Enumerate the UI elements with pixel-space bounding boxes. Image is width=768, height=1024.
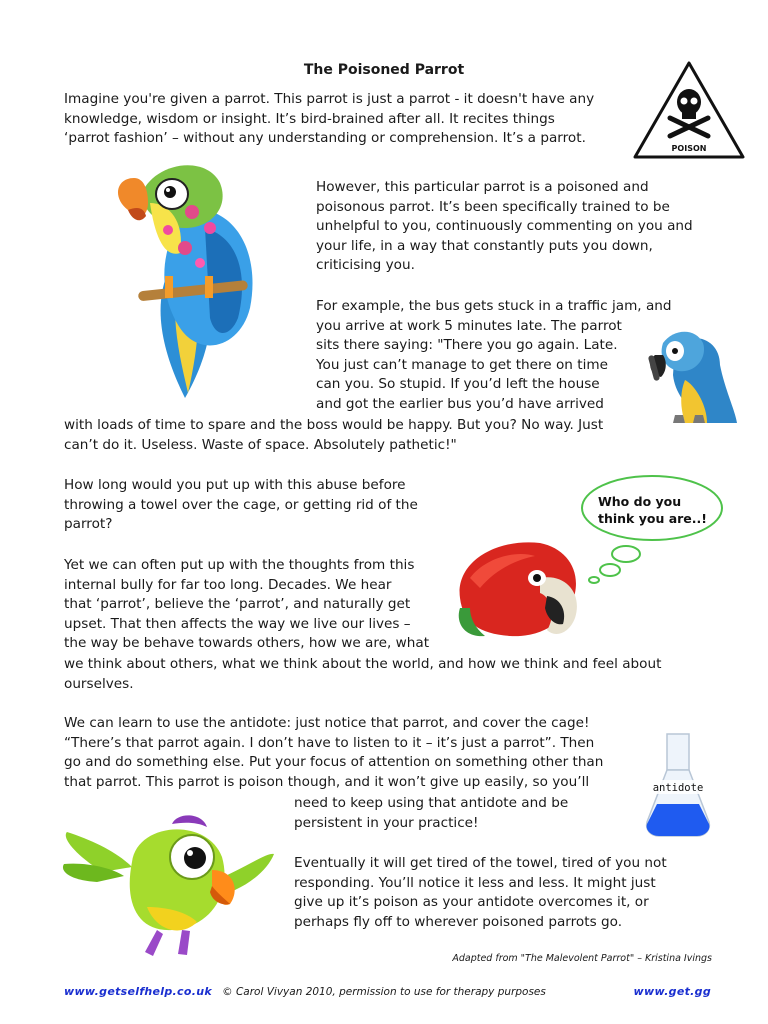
- red-macaw-illustration: [455, 538, 585, 640]
- text-line: persistent in your practice!: [294, 814, 479, 831]
- paragraph-eventually: [294, 854, 667, 932]
- paragraph-internal-bully-continued: [64, 655, 661, 694]
- text-line: we think about others, what we think about the world, and how we think and feel about: [64, 656, 662, 672]
- text-line: poisonous parrot. It’s been specifically trained to be: [316, 198, 670, 215]
- paragraph-antidote-continued: [294, 794, 568, 833]
- phone-parrot-illustration: [645, 325, 740, 425]
- text-line: ourselves.: [64, 675, 134, 692]
- paragraph-antidote: [64, 714, 603, 792]
- antidote-flask-icon: [643, 730, 713, 840]
- text-line: For example, the bus gets stuck in a traffic jam, and: [316, 298, 672, 314]
- text-line: throwing a towel over the cage, or getting rid of the: [64, 496, 418, 513]
- footer-link-getselfhelp[interactable]: www.getselfhelp.co.uk: [64, 985, 212, 998]
- text-line: that ‘parrot’, believe the ‘parrot’, and naturally get: [64, 596, 411, 613]
- text-line: upset. That then affects the way we live our lives –: [64, 615, 411, 632]
- source-credit: Adapted from "The Malevolent Parrot" – Kristina Ivings: [452, 953, 712, 964]
- text-line: You just can’t manage to get there on time: [316, 356, 608, 373]
- paragraph-example: [316, 297, 672, 415]
- paragraph-internal-bully: [64, 556, 429, 654]
- text-line: criticising you.: [316, 257, 415, 274]
- footer-copyright: © Carol Vivyan 2010, permission to use for therapy purposes: [222, 986, 546, 998]
- antidote-label: antidote: [652, 782, 704, 794]
- text-line: “There’s that parrot again. I don’t have to listen to it – it’s just a parrot”. Then: [64, 734, 595, 751]
- footer-link-getgg[interactable]: www.get.gg: [633, 985, 711, 998]
- flower-parrot-illustration: [110, 158, 260, 403]
- text-line: sits there saying: "There you go again. Late.: [316, 337, 618, 354]
- thought-bubble: [580, 474, 725, 584]
- poison-sign-icon: [632, 60, 746, 160]
- text-line: Yet we can often put up with the thoughts from this: [64, 557, 415, 573]
- paragraph-intro: [64, 90, 594, 149]
- text-line: the way be behave towards others, how we are, what: [64, 635, 430, 652]
- text-line: Eventually it will get tired of the towel, tired of you not: [294, 855, 667, 871]
- paragraph-example-continued: [64, 416, 603, 455]
- poison-label: POISON: [671, 144, 707, 153]
- text-line: need to keep using that antidote and be: [294, 795, 569, 811]
- text-line: can’t do it. Useless. Waste of space. Absolutely pathetic!": [64, 436, 457, 453]
- text-line: Imagine you're given a parrot. This parrot is just a parrot - it doesn't have any: [64, 91, 595, 107]
- text-line: ‘parrot fashion’ – without any understanding or comprehension. It’s a parrot.: [64, 130, 586, 147]
- paragraph-question: [64, 476, 418, 535]
- green-cartoon-parrot-illustration: [62, 812, 277, 960]
- text-line: can you. So stupid. If you’d left the house: [316, 376, 600, 393]
- text-line: knowledge, wisdom or insight. It’s bird-brained after all. It recites things: [64, 110, 555, 127]
- text-line: go and do something else. Put your focus of attention on something other than: [64, 754, 604, 771]
- speech-line: think you are..!: [598, 511, 707, 526]
- text-line: you arrive at work 5 minutes late. The parrot: [316, 317, 622, 334]
- text-line: How long would you put up with this abuse before: [64, 477, 406, 493]
- text-line: internal bully for far too long. Decades. We hear: [64, 576, 392, 593]
- text-line: However, this particular parrot is a poisoned and: [316, 179, 649, 195]
- text-line: with loads of time to spare and the boss would be happy. But you? No way. Just: [64, 417, 604, 433]
- text-line: perhaps fly off to wherever poisoned parrots go.: [294, 913, 623, 930]
- text-line: parrot?: [64, 516, 113, 533]
- speech-line: Who do you: [598, 494, 682, 509]
- text-line: responding. You’ll notice it less and less. It might just: [294, 874, 656, 891]
- text-line: and got the earlier bus you’d have arrived: [316, 395, 604, 412]
- text-line: that parrot. This parrot is poison though, and it won’t give up easily, so you’ll: [64, 773, 590, 790]
- text-line: give up it’s poison as your antidote overcomes it, or: [294, 894, 649, 911]
- text-line: your life, in a way that constantly puts you down,: [316, 237, 653, 254]
- page-title: The Poisoned Parrot: [303, 62, 465, 78]
- paragraph-poisoned: [316, 178, 693, 276]
- text-line: We can learn to use the antidote: just notice that parrot, and cover the cage!: [64, 715, 590, 731]
- text-line: unhelpful to you, continuously commenting on you and: [316, 218, 693, 235]
